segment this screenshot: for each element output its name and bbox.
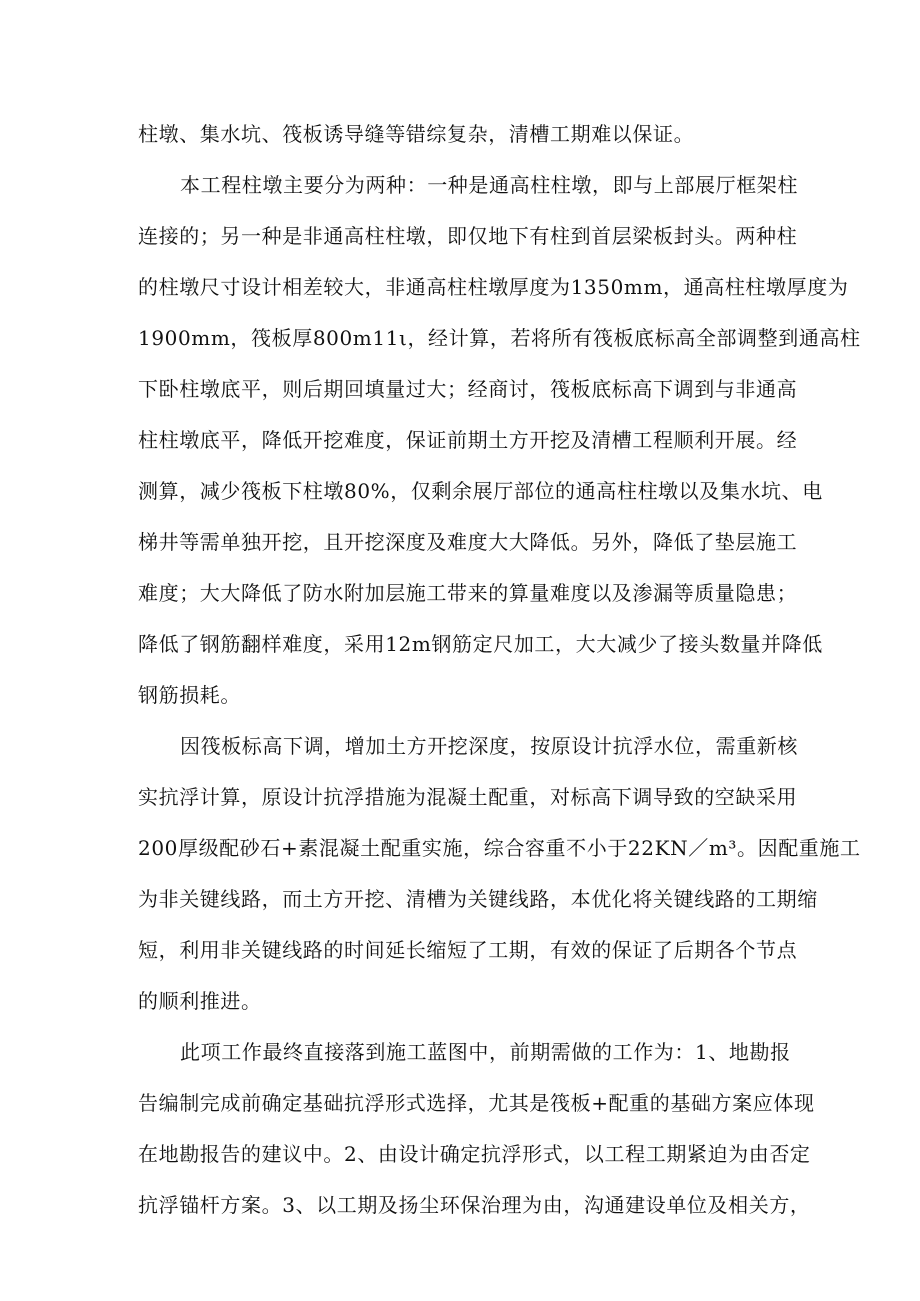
text-line: 梯井等需单独开挖，且开挖深度及难度大大降低。另外，降低了垫层施工 [138, 530, 798, 554]
text-line: 短，利用非关键线路的时间延长缩短了工期，有效的保证了后期各个节点 [138, 938, 798, 962]
text-line: 抗浮锚杆方案。3、以工期及扬尘环保治理为由，沟通建设单位及相关方， [138, 1193, 811, 1217]
text-line: 连接的；另一种是非通高柱柱墩，即仅地下有柱到首层梁板封头。两种柱 [138, 224, 798, 248]
paragraph-start-line: 因筏板标高下调，增加土方开挖深度，按原设计抗浮水位，需重新核 [180, 734, 798, 758]
text-line: 测算，减少筏板下柱墩80%，仅剩余展厅部位的通高柱柱墩以及集水坑、电 [138, 479, 823, 503]
text-line: 的柱墩尺寸设计相差较大，非通高柱柱墩厚度为1350mm，通高柱柱墩厚度为 [138, 275, 849, 299]
text-line: 降低了钢筋翻样难度，采用12m钢筋定尺加工，大大减少了接头数量并降低 [138, 632, 823, 656]
paragraph-start-line: 此项工作最终直接落到施工蓝图中，前期需做的工作为：1、地勘报 [180, 1040, 791, 1064]
text-line: 实抗浮计算，原设计抗浮措施为混凝土配重，对标高下调导致的空缺采用 [138, 785, 798, 809]
text-line: 下卧柱墩底平，则后期回填量过大；经商讨，筏板底标高下调到与非通高 [138, 377, 798, 401]
text-line: 为非关键线路，而土方开挖、清槽为关键线路，本优化将关键线路的工期缩 [138, 887, 818, 911]
text-line: 1900mm，筏板厚800m11ι，经计算，若将所有筏板底标高全部调整到通高柱 [138, 326, 861, 350]
text-line: 柱墩、集水坑、筏板诱导缝等错综复杂，清槽工期难以保证。 [138, 122, 695, 146]
paragraph-start-line: 本工程柱墩主要分为两种：一种是通高柱柱墩，即与上部展厅框架柱 [180, 173, 798, 197]
text-line: 的顺利推进。 [138, 989, 262, 1013]
text-line: 200厚级配砂石+素混凝土配重实施，综合容重不小于22KN／m³。因配重施工 [138, 836, 861, 860]
text-line: 在地勘报告的建议中。2、由设计确定抗浮形式，以工程工期紧迫为由否定 [138, 1142, 811, 1166]
text-line: 难度；大大降低了防水附加层施工带来的算量难度以及渗漏等质量隐患； [138, 581, 798, 605]
text-line: 告编制完成前确定基础抗浮形式选择，尤其是筏板+配重的基础方案应体现 [138, 1091, 815, 1115]
text-line: 柱柱墩底平，降低开挖难度，保证前期土方开挖及清槽工程顺利开展。经 [138, 428, 798, 452]
text-line: 钢筋损耗。 [138, 683, 241, 707]
